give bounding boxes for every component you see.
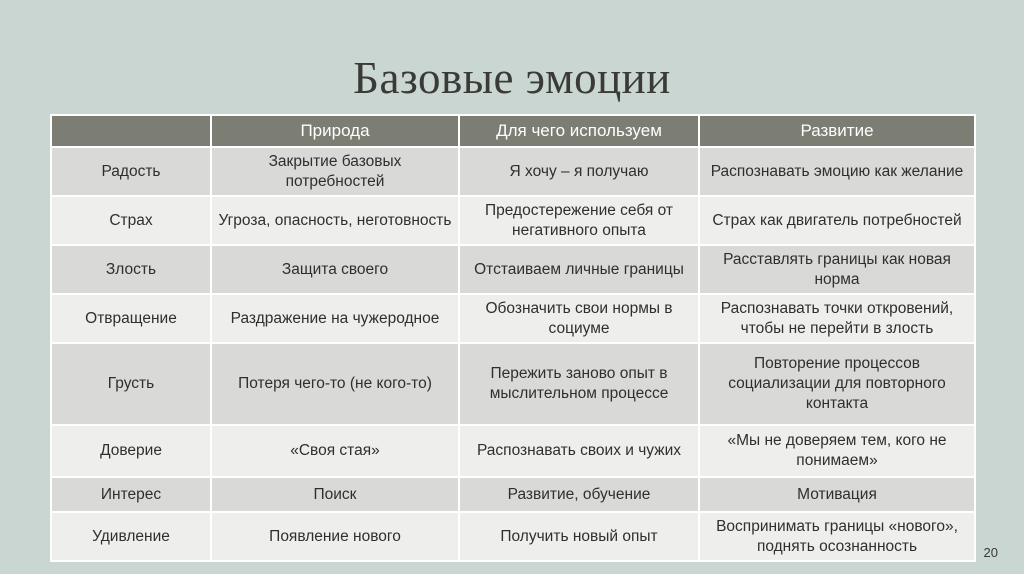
nature-cell: Потеря чего-то (не кого-то) — [211, 343, 459, 425]
table-row — [51, 477, 975, 512]
table-row — [51, 294, 975, 343]
purpose-cell: Отстаиваем личные границы — [459, 245, 699, 294]
header-cell-development: Развитие — [699, 115, 975, 147]
nature-cell: Закрытие базовых потребностей — [211, 147, 459, 196]
purpose-cell: Пережить заново опыт в мыслительном процессе — [459, 343, 699, 425]
page-number: 20 — [983, 545, 998, 560]
emotion-cell: Радость — [51, 147, 211, 196]
purpose-cell: Получить новый опыт — [459, 512, 699, 561]
header-cell-purpose: Для чего используем — [459, 115, 699, 147]
nature-cell: Раздражение на чужеродное — [211, 294, 459, 343]
emotion-cell: Страх — [51, 196, 211, 245]
purpose-cell: Распознавать своих и чужих — [459, 425, 699, 477]
table-row — [51, 245, 975, 294]
table-row — [51, 147, 975, 196]
nature-cell: Поиск — [211, 477, 459, 512]
emotions-table — [50, 114, 976, 562]
development-cell: Мотивация — [699, 477, 975, 512]
nature-cell: Угроза, опасность, неготовность — [211, 196, 459, 245]
development-cell: Повторение процессов социализации для повторного контакта — [699, 343, 975, 425]
purpose-cell: Обозначить свои нормы в социуме — [459, 294, 699, 343]
development-cell: Расставлять границы как новая норма — [699, 245, 975, 294]
table-row — [51, 343, 975, 425]
emotion-cell: Грусть — [51, 343, 211, 425]
emotion-cell: Удивление — [51, 512, 211, 561]
development-cell: Распознавать эмоцию как желание — [699, 147, 975, 196]
development-cell: Страх как двигатель потребностей — [699, 196, 975, 245]
table-row — [51, 512, 975, 561]
header-cell-empty — [51, 115, 211, 147]
development-cell: Распознавать точки откровений, чтобы не перейти в злость — [699, 294, 975, 343]
header-cell-nature: Природа — [211, 115, 459, 147]
development-cell: «Мы не доверяем тем, кого не понимаем» — [699, 425, 975, 477]
table-row — [51, 196, 975, 245]
nature-cell: Защита своего — [211, 245, 459, 294]
nature-cell: Появление нового — [211, 512, 459, 561]
emotion-cell: Интерес — [51, 477, 211, 512]
emotion-cell: Злость — [51, 245, 211, 294]
emotion-cell: Отвращение — [51, 294, 211, 343]
purpose-cell: Предостережение себя от негативного опыта — [459, 196, 699, 245]
nature-cell: «Своя стая» — [211, 425, 459, 477]
table-row — [51, 425, 975, 477]
table-header-row — [51, 115, 975, 147]
purpose-cell: Развитие, обучение — [459, 477, 699, 512]
development-cell: Воспринимать границы «нового», поднять осознанность — [699, 512, 975, 561]
slide-title: Базовые эмоции — [353, 53, 671, 103]
purpose-cell: Я хочу – я получаю — [459, 147, 699, 196]
emotion-cell: Доверие — [51, 425, 211, 477]
